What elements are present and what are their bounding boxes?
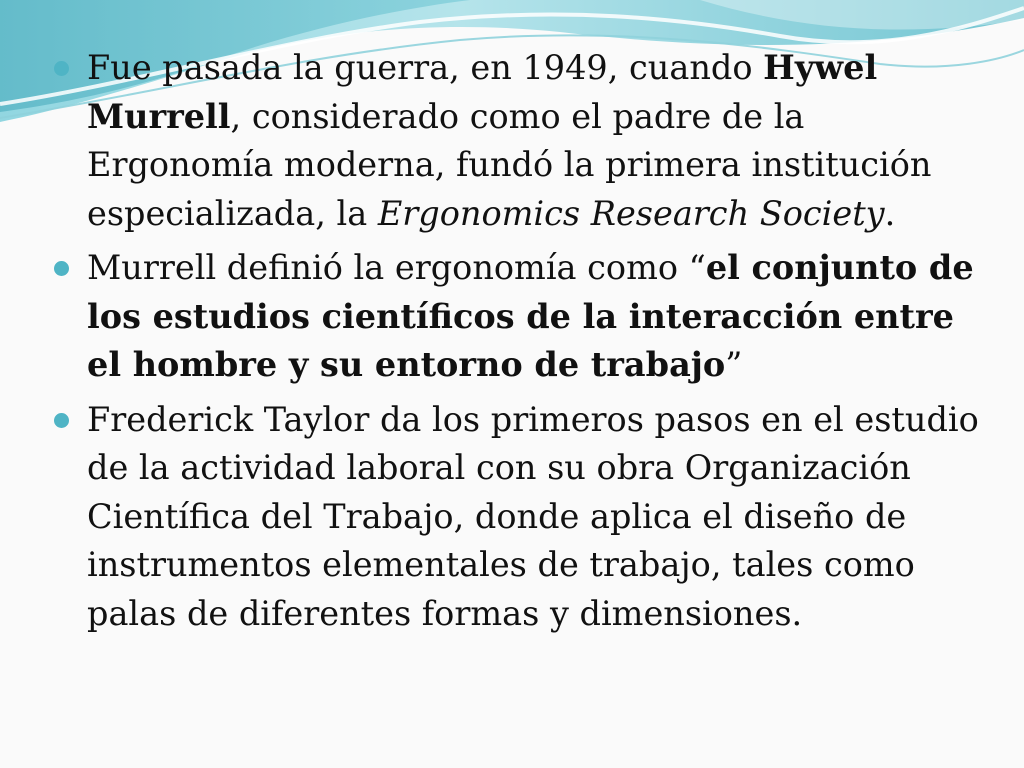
- bullet-list: [52, 44, 987, 644]
- text-run: palas de diferentes formas y dimensiones.: [87, 593, 803, 633]
- text-run: ”: [725, 345, 743, 384]
- bullet-item-2: [52, 244, 987, 390]
- text-run: Fue pasada la guerra, en 1949, cuando: [87, 48, 764, 87]
- text-run: Murrell definió la ergonomía como “: [87, 248, 706, 287]
- bullet-1-line-4: [87, 190, 987, 239]
- teal-dot-bullet-icon: [54, 261, 69, 276]
- bullet-1-line-1: [87, 44, 987, 93]
- teal-dot-bullet-icon: [54, 61, 69, 76]
- bullet-item-1: [52, 44, 987, 238]
- bullet-1-line-2: [87, 93, 987, 142]
- text-run-italic: Ergonomics Research Society: [377, 193, 885, 233]
- bullet-3-line-5: [87, 590, 987, 639]
- text-run-bold: Hywel: [763, 48, 878, 87]
- text-run: de la actividad laboral con su obra Organización: [87, 448, 911, 487]
- text-run-bold: el hombre y su entorno de trabajo: [87, 345, 726, 384]
- text-run: Ergonomía moderna, fundó la primera institución: [87, 145, 932, 184]
- bullet-1-line-3: [87, 141, 987, 190]
- text-run: especializada, la: [87, 193, 378, 233]
- bullet-3-line-2: [87, 444, 987, 493]
- bullet-2-line-1: [87, 244, 987, 293]
- bullet-3-line-4: [87, 541, 987, 590]
- text-run: Científica del Trabajo, donde aplica el diseño de: [87, 496, 907, 536]
- bullet-2-line-3: [87, 341, 987, 390]
- bullet-3-line-3: [87, 493, 987, 542]
- text-run-bold: el conjunto de: [705, 248, 974, 287]
- text-run: , considerado como el padre de la: [230, 96, 805, 136]
- teal-dot-bullet-icon: [54, 413, 69, 428]
- text-run: Frederick Taylor da los primeros pasos en el estudio: [87, 399, 979, 439]
- bullet-item-3: [52, 396, 987, 639]
- text-run-bold: los estudios científicos de la interacción entre: [87, 296, 954, 336]
- text-run: instrumentos elementales de trabajo, tales como: [87, 545, 915, 584]
- bullet-2-line-2: [87, 293, 987, 342]
- text-run: .: [884, 193, 896, 233]
- text-run-bold: Murrell: [87, 96, 231, 136]
- bullet-3-line-1: [87, 396, 987, 445]
